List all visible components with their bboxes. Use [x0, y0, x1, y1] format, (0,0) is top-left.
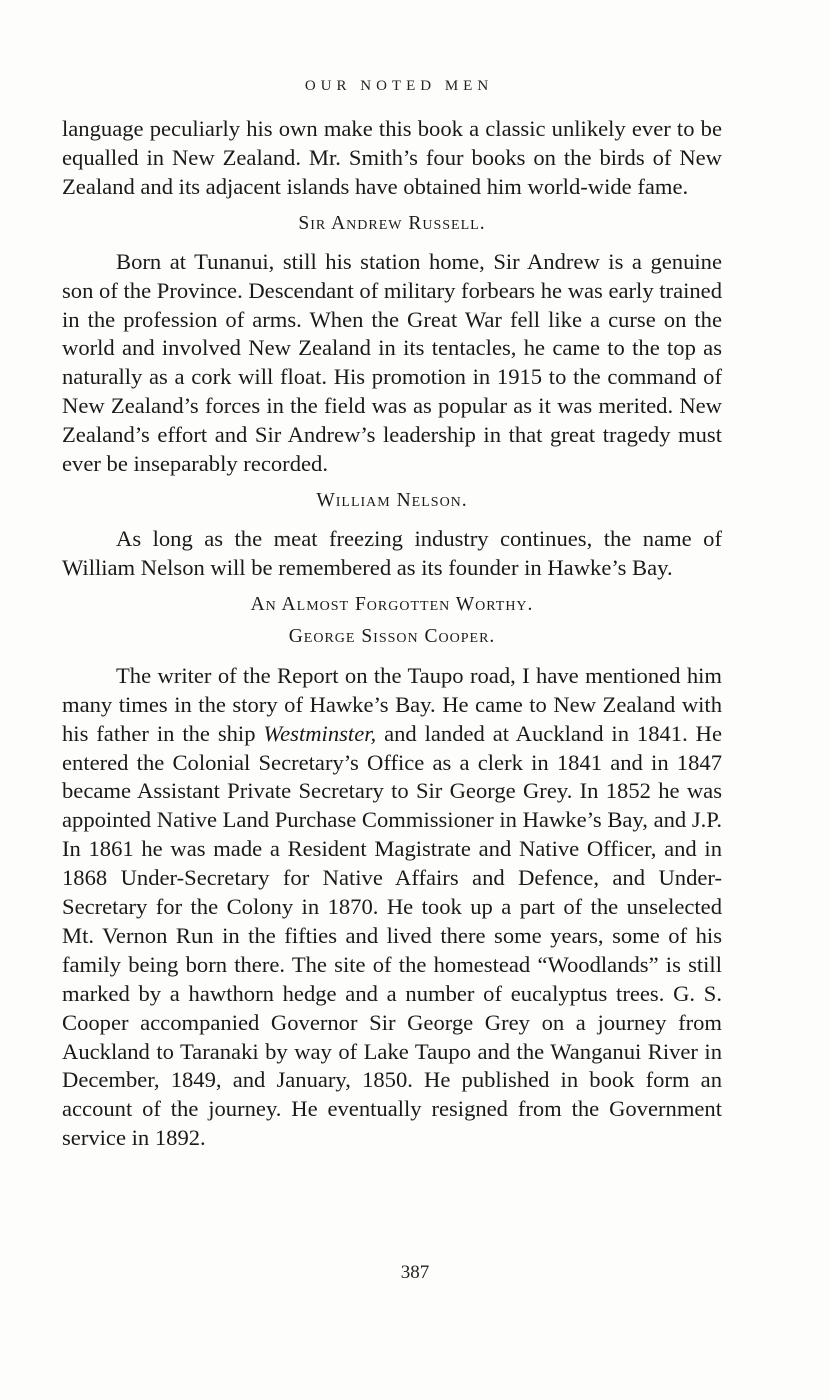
paragraph-text: The writer of the Report on the Taupo road, I have mentioned him many times in the story of Hawke’s Bay. He came to New Zealand with his father in the ship: [62, 662, 722, 746]
paragraph-text: and landed at Auckland in 1841. He entered the Colonial Secretary’s Office as a clerk in 1841 and in 1847 became Assistant Private Secretary to Sir George Grey. In 1852 he was appointed Native Land Purchase Commissioner in Hawke’s Bay, and J.P. In 1861 he was made a Resident Magistrate and Native Officer, and in 1868 Under-Secretary for Native Affairs and Defence, and Under-Secretary for the Colony in 1870. He took up a part of the unselected Mt. Vernon Run in the fifties and lived there some years, some of his family being born there. The site of the homestead “Woodlands” is still marked by a hawthorn hedge and a number of eucalyptus trees. G. S. Cooper accompanied Governor Sir George Grey on a journey from Auckland to Taranaki by way of Lake Taupo and the Wanganui River in December, 1849, and January, 1850. He published in book form an account of the journey. He eventually resigned from the Government service in 1892.: [62, 720, 722, 1151]
paragraph-smith-continued: language peculiarly his own make this book a classic unlikely ever to be equalled in New Zealand. Mr. Smith’s four books on the birds of New Zealand and its adjacent islands have obtained him world-wide fame.: [62, 116, 722, 199]
paragraph-sir-andrew-russell: Born at Tunanui, still his station home, Sir Andrew is a genuine son of the Province. Descendant of military forbears he was early trained in the profession of arms. When the Great War fell like a curse on the world and involved New Zealand in its tentacles, he came to the top as naturally as a cork will float. His promotion in 1915 to the command of New Zealand’s forces in the field was as popular as it was merited. New Zealand’s effort and Sir Andrew’s leadership in that great tragedy must ever be inseparably recorded.: [62, 248, 723, 477]
heading-sir-andrew-russell: Sir Andrew Russell.: [298, 212, 486, 234]
page-number: 387: [400, 1262, 430, 1283]
heading-george-sisson-cooper: George Sisson Cooper.: [288, 625, 496, 647]
paragraph-william-nelson: As long as the meat freezing industry continues, the name of William Nelson will be remembered as its founder in Hawke’s Bay.: [62, 525, 722, 580]
page-body: [62, 78, 722, 1153]
paragraph-george-cooper: [62, 662, 722, 1153]
heading-william-nelson: William Nelson.: [316, 489, 468, 511]
heading-forgotten-worthy: An Almost Forgotten Worthy.: [250, 593, 534, 615]
running-head: OUR NOTED MEN: [304, 78, 494, 94]
ship-name: Westminster,: [263, 720, 377, 746]
